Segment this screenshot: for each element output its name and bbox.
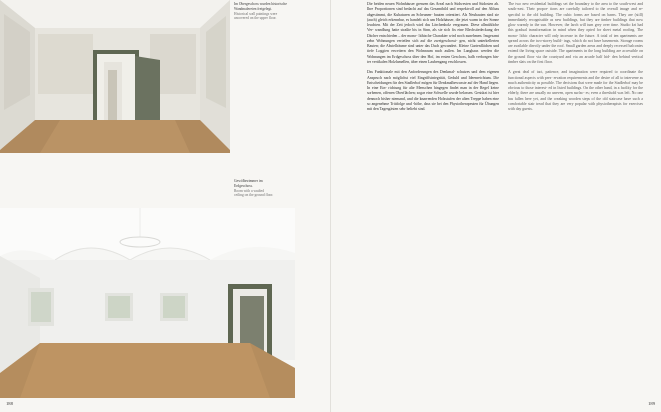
german-text-column <box>367 2 499 118</box>
folio-right: 189 <box>648 401 655 406</box>
caption-ground-de: Gewölbezimmer im Erdgeschoss. <box>234 179 263 188</box>
german-paragraph-2: Das Funktionale mit den Anforderungen des Denkmal- schutzes und dem eigenen Anspruch nach möglichst viel Eingriffsintegrität, Geduld und Ideenreichtum. Die Entscheidungen für den Stadlerhof mögen für Denkmalbewusste auf der Hand liegen. In eine Ein- richtung für alte Menschen hingegen findet man in der Regel keine sorbenen, offenen Oberflächen; sogar eine Schwelle wurde belassen. Gestützt ist hier dennoch bisher niemand, und die knarrenden Holzstufen der alten Treppe haben eine so angenehme Trittfolge und -höhe, dass sie bei den Physiotherapeuten für Übungen mit den Tagesgästen sehr beliebt sind. <box>367 70 499 111</box>
caption-upper-de: Im Obergeschoss wurden historische Wandmalereien freigelegt. <box>234 2 287 11</box>
gutter <box>330 0 331 412</box>
english-paragraph-1: The two new residential buildings set the boundary to the area to the south-west and south-east. Their propor- tions are carefully tailored to the overall image and re- spectful to the old building. The cubic forms are based on barns. They are (still) immediately recognisable as new buildings, but they are timber buildings that now glow warmly in the sun. However, the larch will turn grey over time. Studio krt had this gradual transformation in mind when they opted for sheet metal roofing. The mono- lithic character will only increase in the future. A total of ten apartments are spread across the two-storey build- ings, which do not have basements. Storage rooms are available directly under the roof. Small garden areas and deeply recessed balconies extend the living space outside. The apartments in the long building are accessible on the ground floor via the courtyard and via an arcade half hid- den behind vertical timber slats on the first floor. <box>508 2 643 64</box>
folio-left: 188 <box>6 401 13 406</box>
caption-upper <box>234 2 292 21</box>
caption-ground <box>234 179 274 198</box>
german-paragraph-1: Die beiden neuen Wohnhäuser grenzen das Areal nach Südwesten und Südosten ab. Ihre Proportionen sind bedacht auf das Gesamtbild und respektvoll auf den Altbau abgestimmt, die Kubaturen an Scheunen- bauten orientiert. Als Neubauten sind sie (auch) gleich erkennbar, es handelt sich um Holzhäuser, die jetzt warm in der Sonne leuchten. Mit der Zeit jedoch wird das Lärchenholz vergrauen. Diese allmähliche Ver- wandlung hatte straßte bis in Sinn, als sie sich fix eine Blechstiedeckung der Dächer entschieden – der mono- lithische Charakter wird noch zunehmen. Insgesamt zehn Wohnungen verteilen sich auf die zweigeschossi- gen, nicht unterkellerten Bauten; die Abstellräume sind unter das Dach gewandert. Kleine Gartenflächen und tiefe Loggien erweitern den Wohnraum nach außen. Im Langhaus werden die Wohnungen im Erdgeschoss über den Hof, im ersten Geschoss, halb verborgen hin- ter vertikalen Holzlamellen, über einen Laubengang erschlossen. <box>367 2 499 64</box>
english-text-column <box>508 2 643 118</box>
english-paragraph-2: A great deal of tact, patience, and imagination were required to coordinate the functional aspects with pres- ervation requirements and the desire of all to intervene as much authenticity as possible. The decisions that were made for the Stadlerhof may be obvious to those interest- ed in listed buildings. On the other hand, in a facility for the elderly, there are usually no uneven, open surfac- es; even a threshold was left. No one has fallen here yet, and the creaking wooden steps of the old staircase have such a comfortable stair tread that they are very popular with physiotherapists for exercises with day guests. <box>508 70 643 111</box>
ground-floor-photo <box>0 208 295 398</box>
caption-ground-en: Room with a vaulted ceiling on the ground floor. <box>234 188 274 198</box>
caption-upper-en: Historical wall paintings were uncovered on the upper floor. <box>234 11 278 21</box>
upper-floor-photo <box>0 0 230 153</box>
